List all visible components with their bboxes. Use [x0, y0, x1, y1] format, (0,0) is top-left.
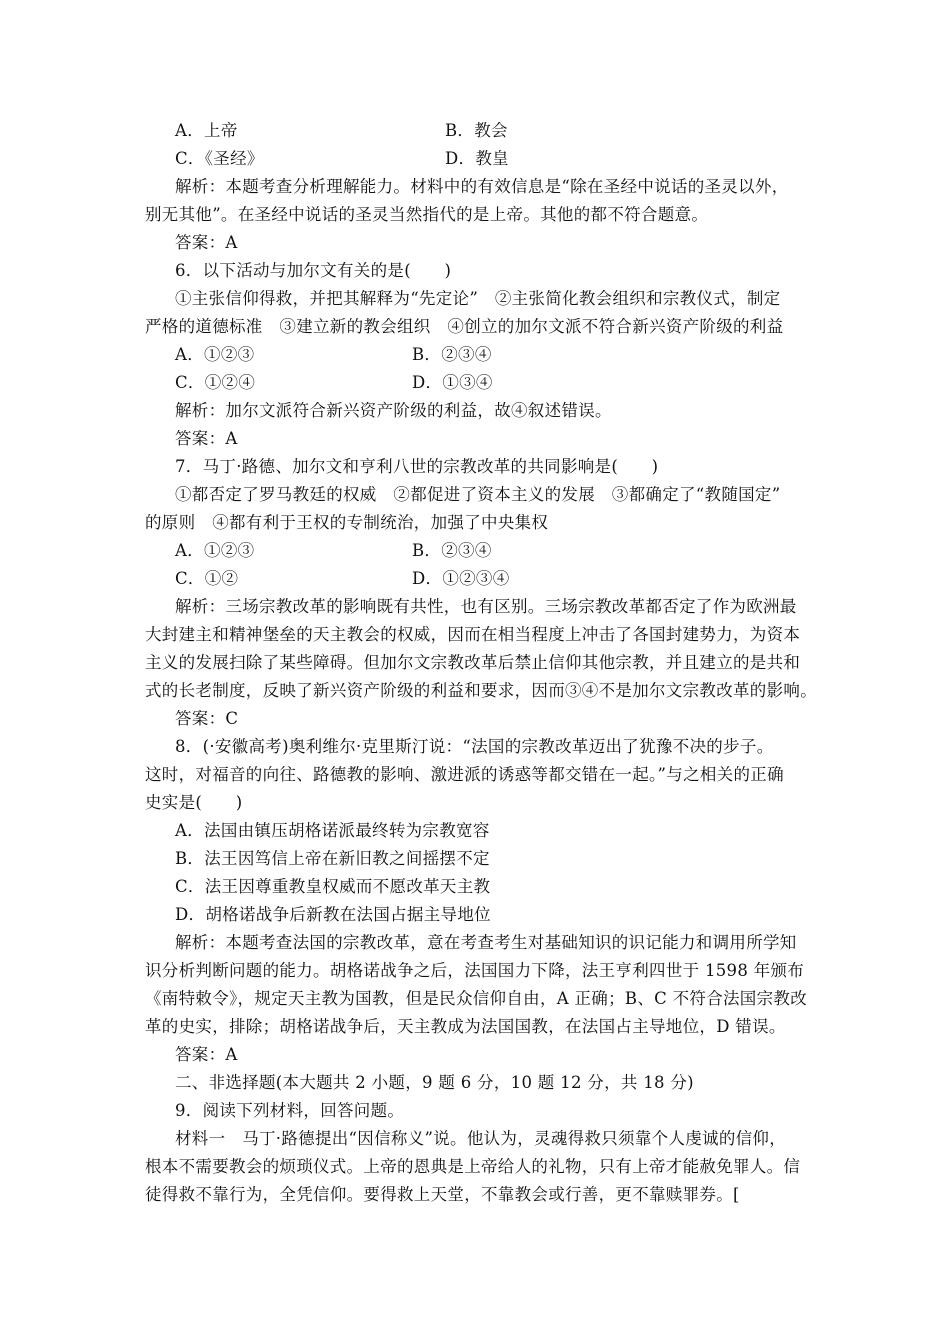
q6-option-d: D．①③④ [412, 373, 493, 392]
q7-analysis-cont-1: 大封建主和精神堡垒的天主教会的权威，因而在相当程度上冲击了各国封建势力，为资本 [145, 625, 801, 644]
q5-option-b: B．教会 [445, 121, 508, 140]
q5-option-d: D．教皇 [445, 149, 509, 168]
q8-analysis-cont-1: 识分析判断问题的能力。胡格诺战争之后，法国国力下降，法王亨利四世于 1598 年颁布 [145, 961, 805, 980]
q6-analysis: 解析：加尔文派符合新兴资产阶级的利益，故④叙述错误。 [175, 401, 612, 420]
q7-option-b: B．②③④ [412, 541, 492, 560]
q8-analysis-cont-3: 革的史实，排除；胡格诺战争后，天主教成为法国国教，在法国占主导地位，D 错误。 [145, 1017, 786, 1036]
q7-analysis-cont-3: 式的长老制度，反映了新兴资产阶级的利益和要求，因而③④不是加尔文宗教改革的影响。 [145, 681, 817, 700]
q7-items: ①都否定了罗马教廷的权威 ②都促进了资本主义的发展 ③都确定了“教随国定” [175, 485, 781, 504]
q5-analysis-cont: 别无其他”。在圣经中说话的圣灵当然指代的是上帝。其他的都不符合题意。 [145, 205, 709, 224]
q7-option-c: C．①② [175, 569, 239, 588]
q6-stem: 6．以下活动与加尔文有关的是( ) [175, 261, 452, 280]
q8-stem-cont-2: 史实是( ) [145, 793, 243, 812]
q5-option-a: A．上帝 [175, 121, 238, 140]
q5-option-c: C．《圣经》 [175, 149, 264, 168]
q6-items-cont: 严格的道德标准 ③建立新的教会组织 ④创立的加尔文派不符合新兴资产阶级的利益 [145, 317, 784, 336]
q6-answer: 答案：A [175, 429, 238, 448]
q9-material-cont-1: 根本不需要教会的烦琐仪式。上帝的恩典是上帝给人的礼物，只有上帝才能赦免罪人。信 [145, 1157, 801, 1176]
q8-option-c: C．法王因尊重教皇权威而不愿改革天主教 [175, 877, 491, 896]
q6-items: ①主张信仰得救，并把其解释为“先定论” ②主张简化教会组织和宗教仪式，制定 [175, 289, 781, 308]
q7-option-a: A．①②③ [175, 541, 255, 560]
q8-stem-cont-1: 这时，对福音的向往、路德教的影响、激进派的诱惑等都交错在一起。”与之相关的正确 [145, 765, 784, 784]
q7-analysis: 解析：三场宗教改革的影响既有共性，也有区别。三场宗教改革都否定了作为欧洲最 [175, 597, 797, 616]
q7-items-cont: 的原则 ④都有利于王权的专制统治，加强了中央集权 [145, 513, 549, 532]
q5-analysis: 解析：本题考查分析理解能力。材料中的有效信息是“除在圣经中说话的圣灵以外， [175, 177, 789, 196]
q6-option-c: C．①②④ [175, 373, 256, 392]
q5-answer: 答案：A [175, 233, 238, 252]
q8-stem: 8．(·安徽高考)奥利维尔·克里斯汀说：“法国的宗教改革迈出了犹豫不决的步子。 [175, 737, 774, 756]
q9-stem: 9．阅读下列材料，回答问题。 [175, 1101, 405, 1120]
q9-material-cont-2: 徒得救不靠行为，全凭信仰。要得救上天堂，不靠教会或行善，更不靠赎罪券。[ [145, 1185, 740, 1204]
q8-analysis: 解析：本题考查法国的宗教改革，意在考查考生对基础知识的识记能力和调用所学知 [175, 933, 797, 952]
q7-analysis-cont-2: 主义的发展扫除了某些障碍。但加尔文宗教改革后禁止信仰其他宗教，并且建立的是共和 [145, 653, 801, 672]
q6-option-a: A．①②③ [175, 345, 255, 364]
q6-option-b: B．②③④ [412, 345, 492, 364]
q8-option-d: D．胡格诺战争后新教在法国占据主导地位 [175, 905, 491, 924]
q9-material: 材料一 马丁·路德提出“因信称义”说。他认为，灵魂得救只须靠个人虔诚的信仰， [175, 1129, 787, 1148]
q7-stem: 7．马丁·路德、加尔文和亨利八世的宗教改革的共同影响是( ) [175, 457, 659, 476]
q7-option-d: D．①②③④ [412, 569, 510, 588]
section-heading: 二、非选择题(本大题共 2 小题，9 题 6 分，10 题 12 分，共 18 分) [175, 1073, 694, 1092]
q8-option-a: A．法国由镇压胡格诺派最终转为宗教宽容 [175, 821, 490, 840]
q7-answer: 答案：C [175, 709, 239, 728]
q8-option-b: B．法王因笃信上帝在新旧教之间摇摆不定 [175, 849, 490, 868]
q8-answer: 答案：A [175, 1045, 238, 1064]
q8-analysis-cont-2: 《南特敕令》，规定天主教为国教，但是民众信仰自由，A 正确；B、C 不符合法国宗教改 [145, 989, 808, 1008]
